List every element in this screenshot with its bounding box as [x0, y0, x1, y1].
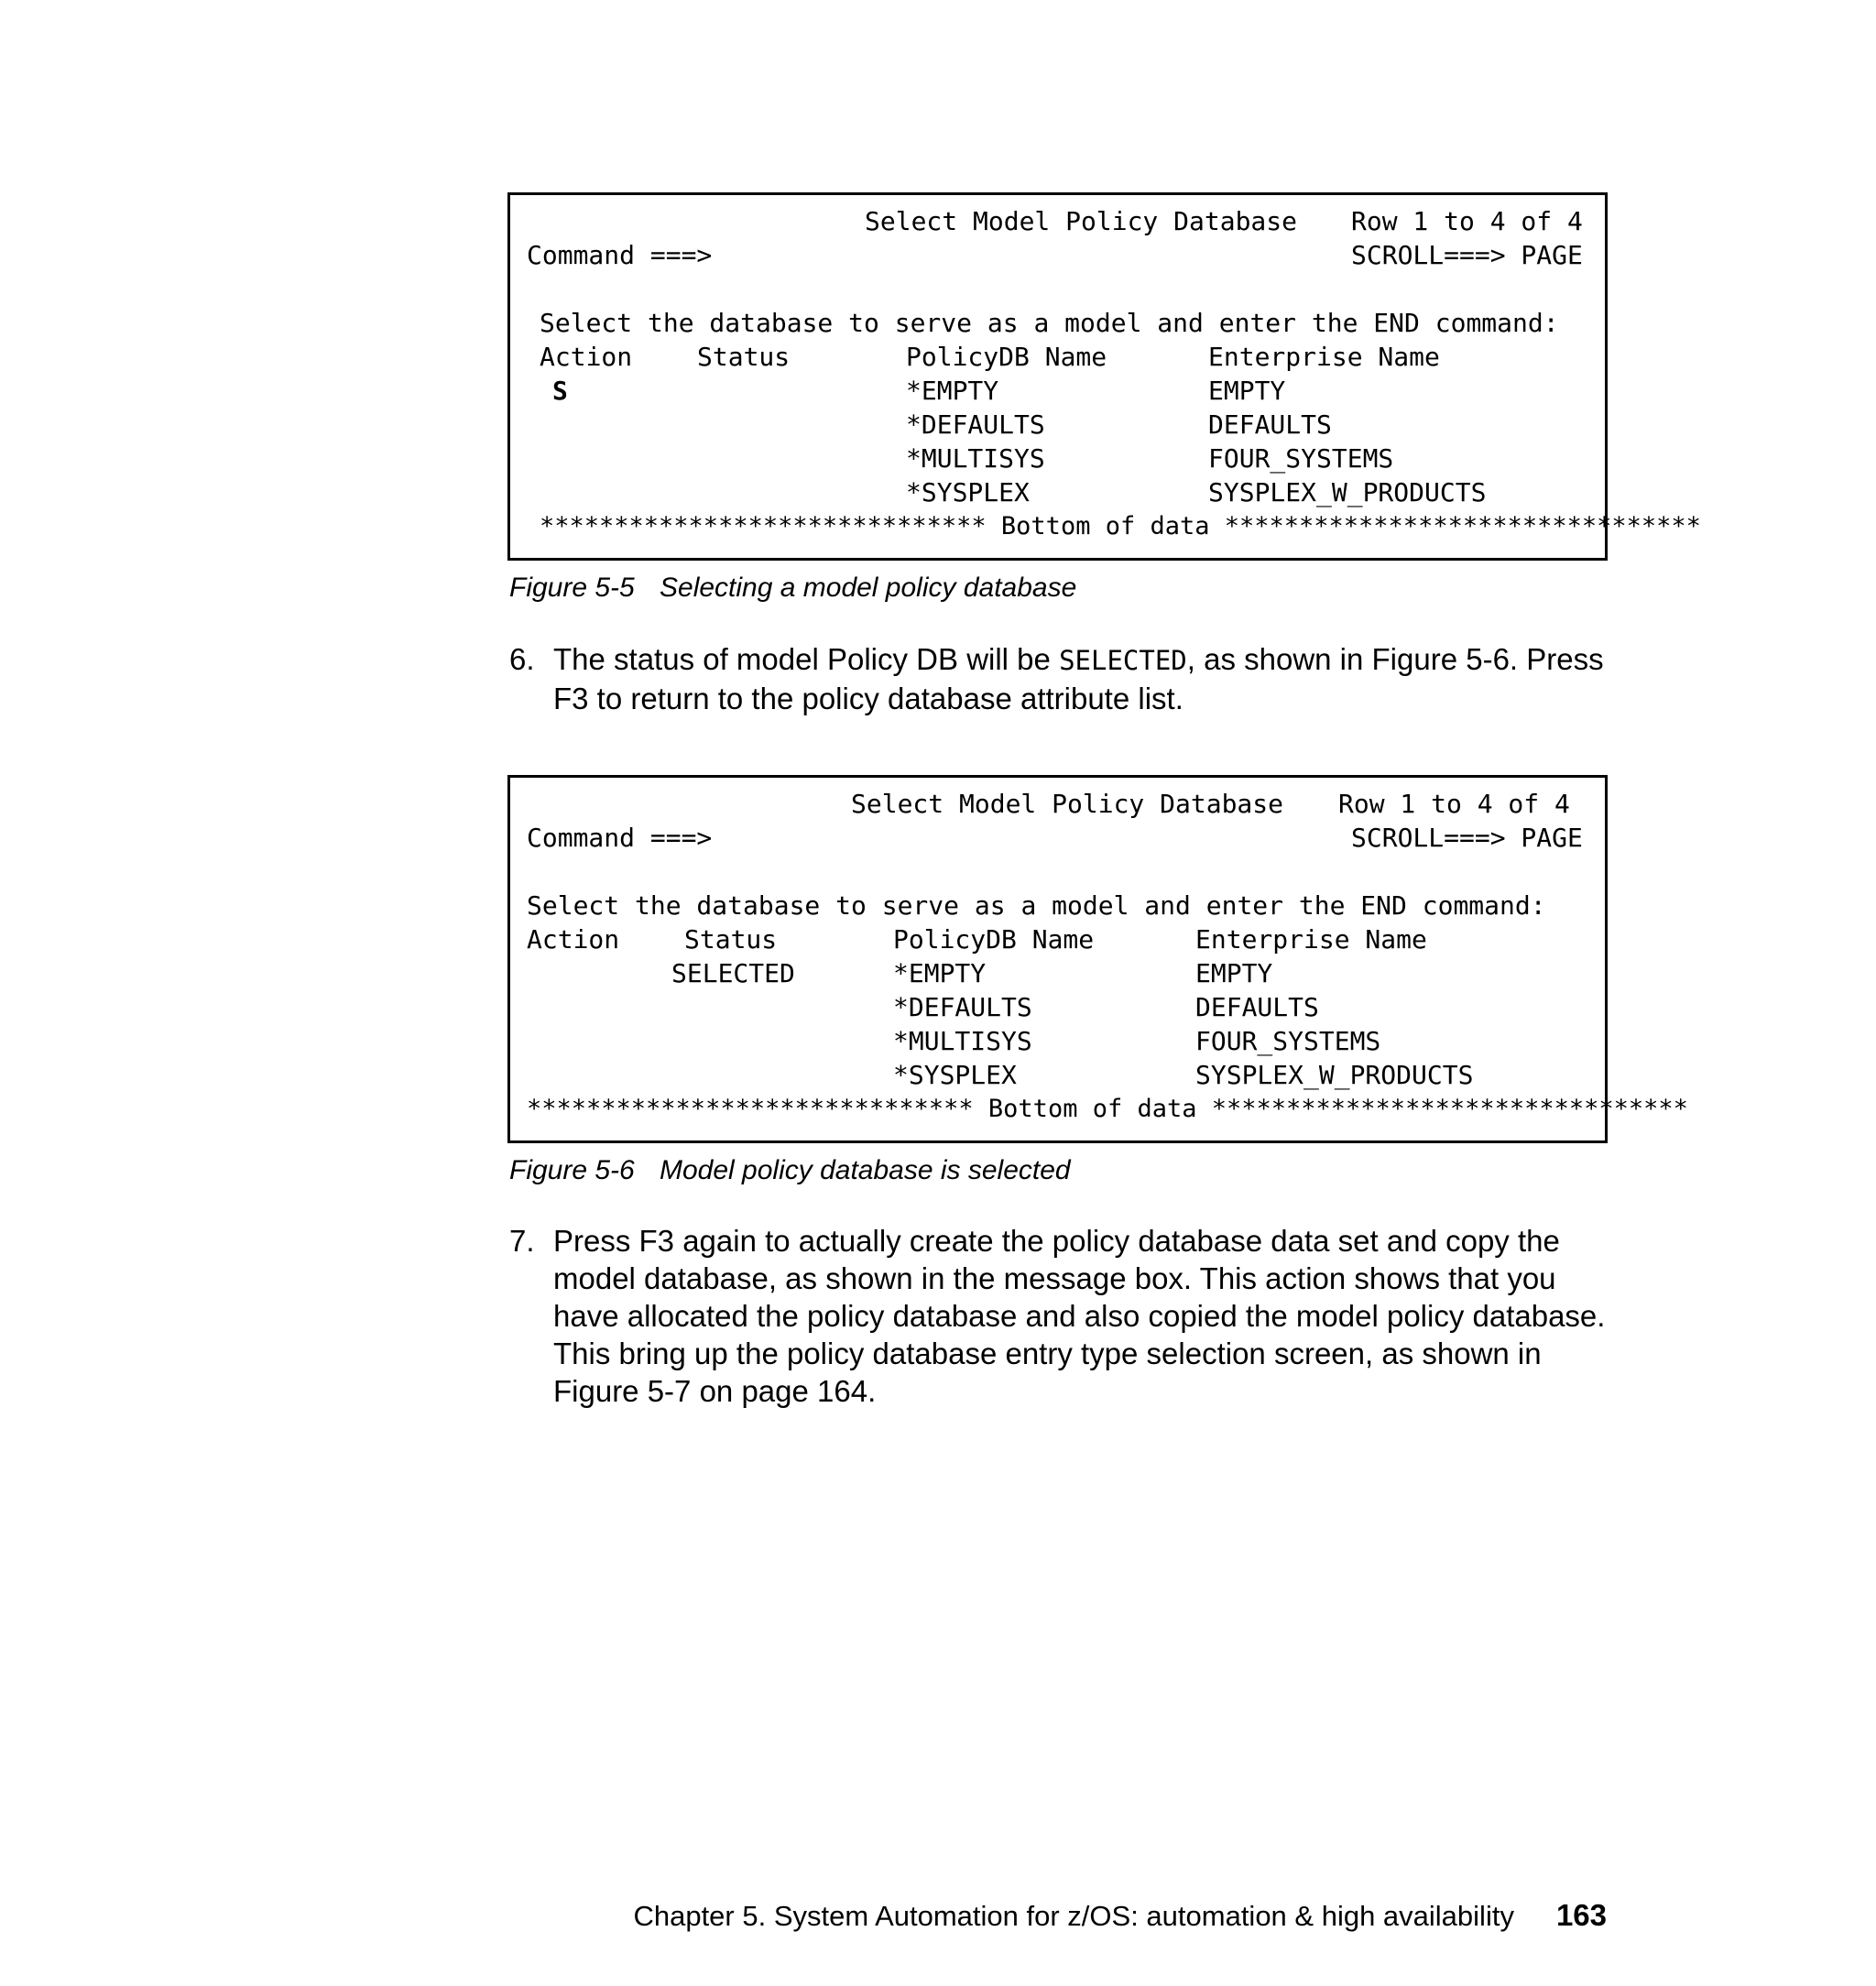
- step-text-part: , as shown in Figure 5-6. Press F3 to return to the policy database attribute list.: [553, 642, 1604, 715]
- page-number: 163: [1555, 1898, 1607, 1932]
- bottom-of-data-line: ****************************** Bottom of data ********************************: [527, 1095, 1688, 1123]
- enterprise-name-cell: FOUR_SYSTEMS: [1195, 1026, 1381, 1056]
- scroll-label: SCROLL===> PAGE: [1351, 823, 1583, 853]
- header-action: Action: [527, 924, 620, 955]
- page-footer: [633, 1898, 1607, 1933]
- chapter-title: Chapter 5. System Automation for z/OS: automation & high availability: [633, 1900, 1514, 1932]
- enterprise-name-cell: FOUR_SYSTEMS: [1208, 443, 1394, 474]
- enterprise-name-cell: SYSPLEX_W_PRODUCTS: [1208, 477, 1487, 507]
- enterprise-name-cell: DEFAULTS: [1195, 992, 1319, 1022]
- action-field[interactable]: S: [552, 376, 568, 406]
- figure-caption-text: Selecting a model policy database: [660, 573, 1077, 603]
- policydb-name-cell: *SYSPLEX: [893, 1060, 1017, 1090]
- policydb-name-cell: *MULTISYS: [893, 1026, 1032, 1056]
- step-text: Press F3 again to actually create the policy database data set and copy the model database, as shown in the message box. This action shows that you have allocated the policy database and also copied the model policy database. This bring up the policy database entry type selection screen, as shown in Figure 5-7 on page 164.: [553, 1224, 1606, 1408]
- figure-5-6-screen: [507, 775, 1688, 1143]
- step-number: 7.: [509, 1224, 535, 1258]
- figure-number: Figure 5-6: [509, 1155, 635, 1185]
- bottom-of-data-line: ****************************** Bottom of data ********************************: [540, 512, 1701, 540]
- row-info: Row 1 to 4 of 4: [1351, 206, 1583, 236]
- status-cell: SELECTED: [671, 958, 795, 988]
- panel-title: Select Model Policy Database: [851, 789, 1284, 819]
- enterprise-name-cell: EMPTY: [1195, 958, 1273, 988]
- step-text-part: The status of model Policy DB will be: [553, 642, 1060, 676]
- figure-caption-text: Model policy database is selected: [660, 1155, 1071, 1185]
- step-7-paragraph: [509, 1222, 1618, 1410]
- figure-caption: [509, 1154, 1071, 1187]
- inline-code: SELECTED: [1059, 645, 1187, 676]
- command-label: Command ===>: [527, 823, 713, 853]
- enterprise-name-cell: DEFAULTS: [1208, 409, 1332, 440]
- figure-caption: [509, 572, 1076, 605]
- header-enterprise-name: Enterprise Name: [1195, 924, 1427, 955]
- enterprise-name-cell: EMPTY: [1208, 376, 1286, 406]
- policydb-name-cell: *EMPTY: [906, 376, 999, 406]
- step-text: [553, 640, 1618, 717]
- policydb-name-cell: *MULTISYS: [906, 443, 1045, 474]
- instruction-text: Select the database to serve as a model and enter the END command:: [540, 308, 1559, 338]
- figure-number: Figure 5-5: [509, 573, 635, 603]
- policydb-name-cell: *EMPTY: [893, 958, 987, 988]
- step-6-paragraph: [509, 640, 1618, 717]
- row-info: Row 1 to 4 of 4: [1338, 789, 1570, 819]
- scroll-label: SCROLL===> PAGE: [1351, 240, 1583, 270]
- figure-5-5-screen: [507, 192, 1701, 561]
- policydb-name-cell: *SYSPLEX: [906, 477, 1030, 507]
- command-label: Command ===>: [527, 240, 713, 270]
- header-policydb-name: PolicyDB Name: [893, 924, 1095, 955]
- header-status: Status: [697, 342, 791, 372]
- policydb-name-cell: *DEFAULTS: [893, 992, 1032, 1022]
- instruction-text: Select the database to serve as a model and enter the END command:: [527, 890, 1546, 921]
- header-enterprise-name: Enterprise Name: [1208, 342, 1440, 372]
- header-action: Action: [540, 342, 633, 372]
- header-status: Status: [684, 924, 778, 955]
- step-number: 6.: [509, 642, 535, 676]
- panel-title: Select Model Policy Database: [865, 206, 1298, 236]
- policydb-name-cell: *DEFAULTS: [906, 409, 1045, 440]
- enterprise-name-cell: SYSPLEX_W_PRODUCTS: [1195, 1060, 1474, 1090]
- header-policydb-name: PolicyDB Name: [906, 342, 1107, 372]
